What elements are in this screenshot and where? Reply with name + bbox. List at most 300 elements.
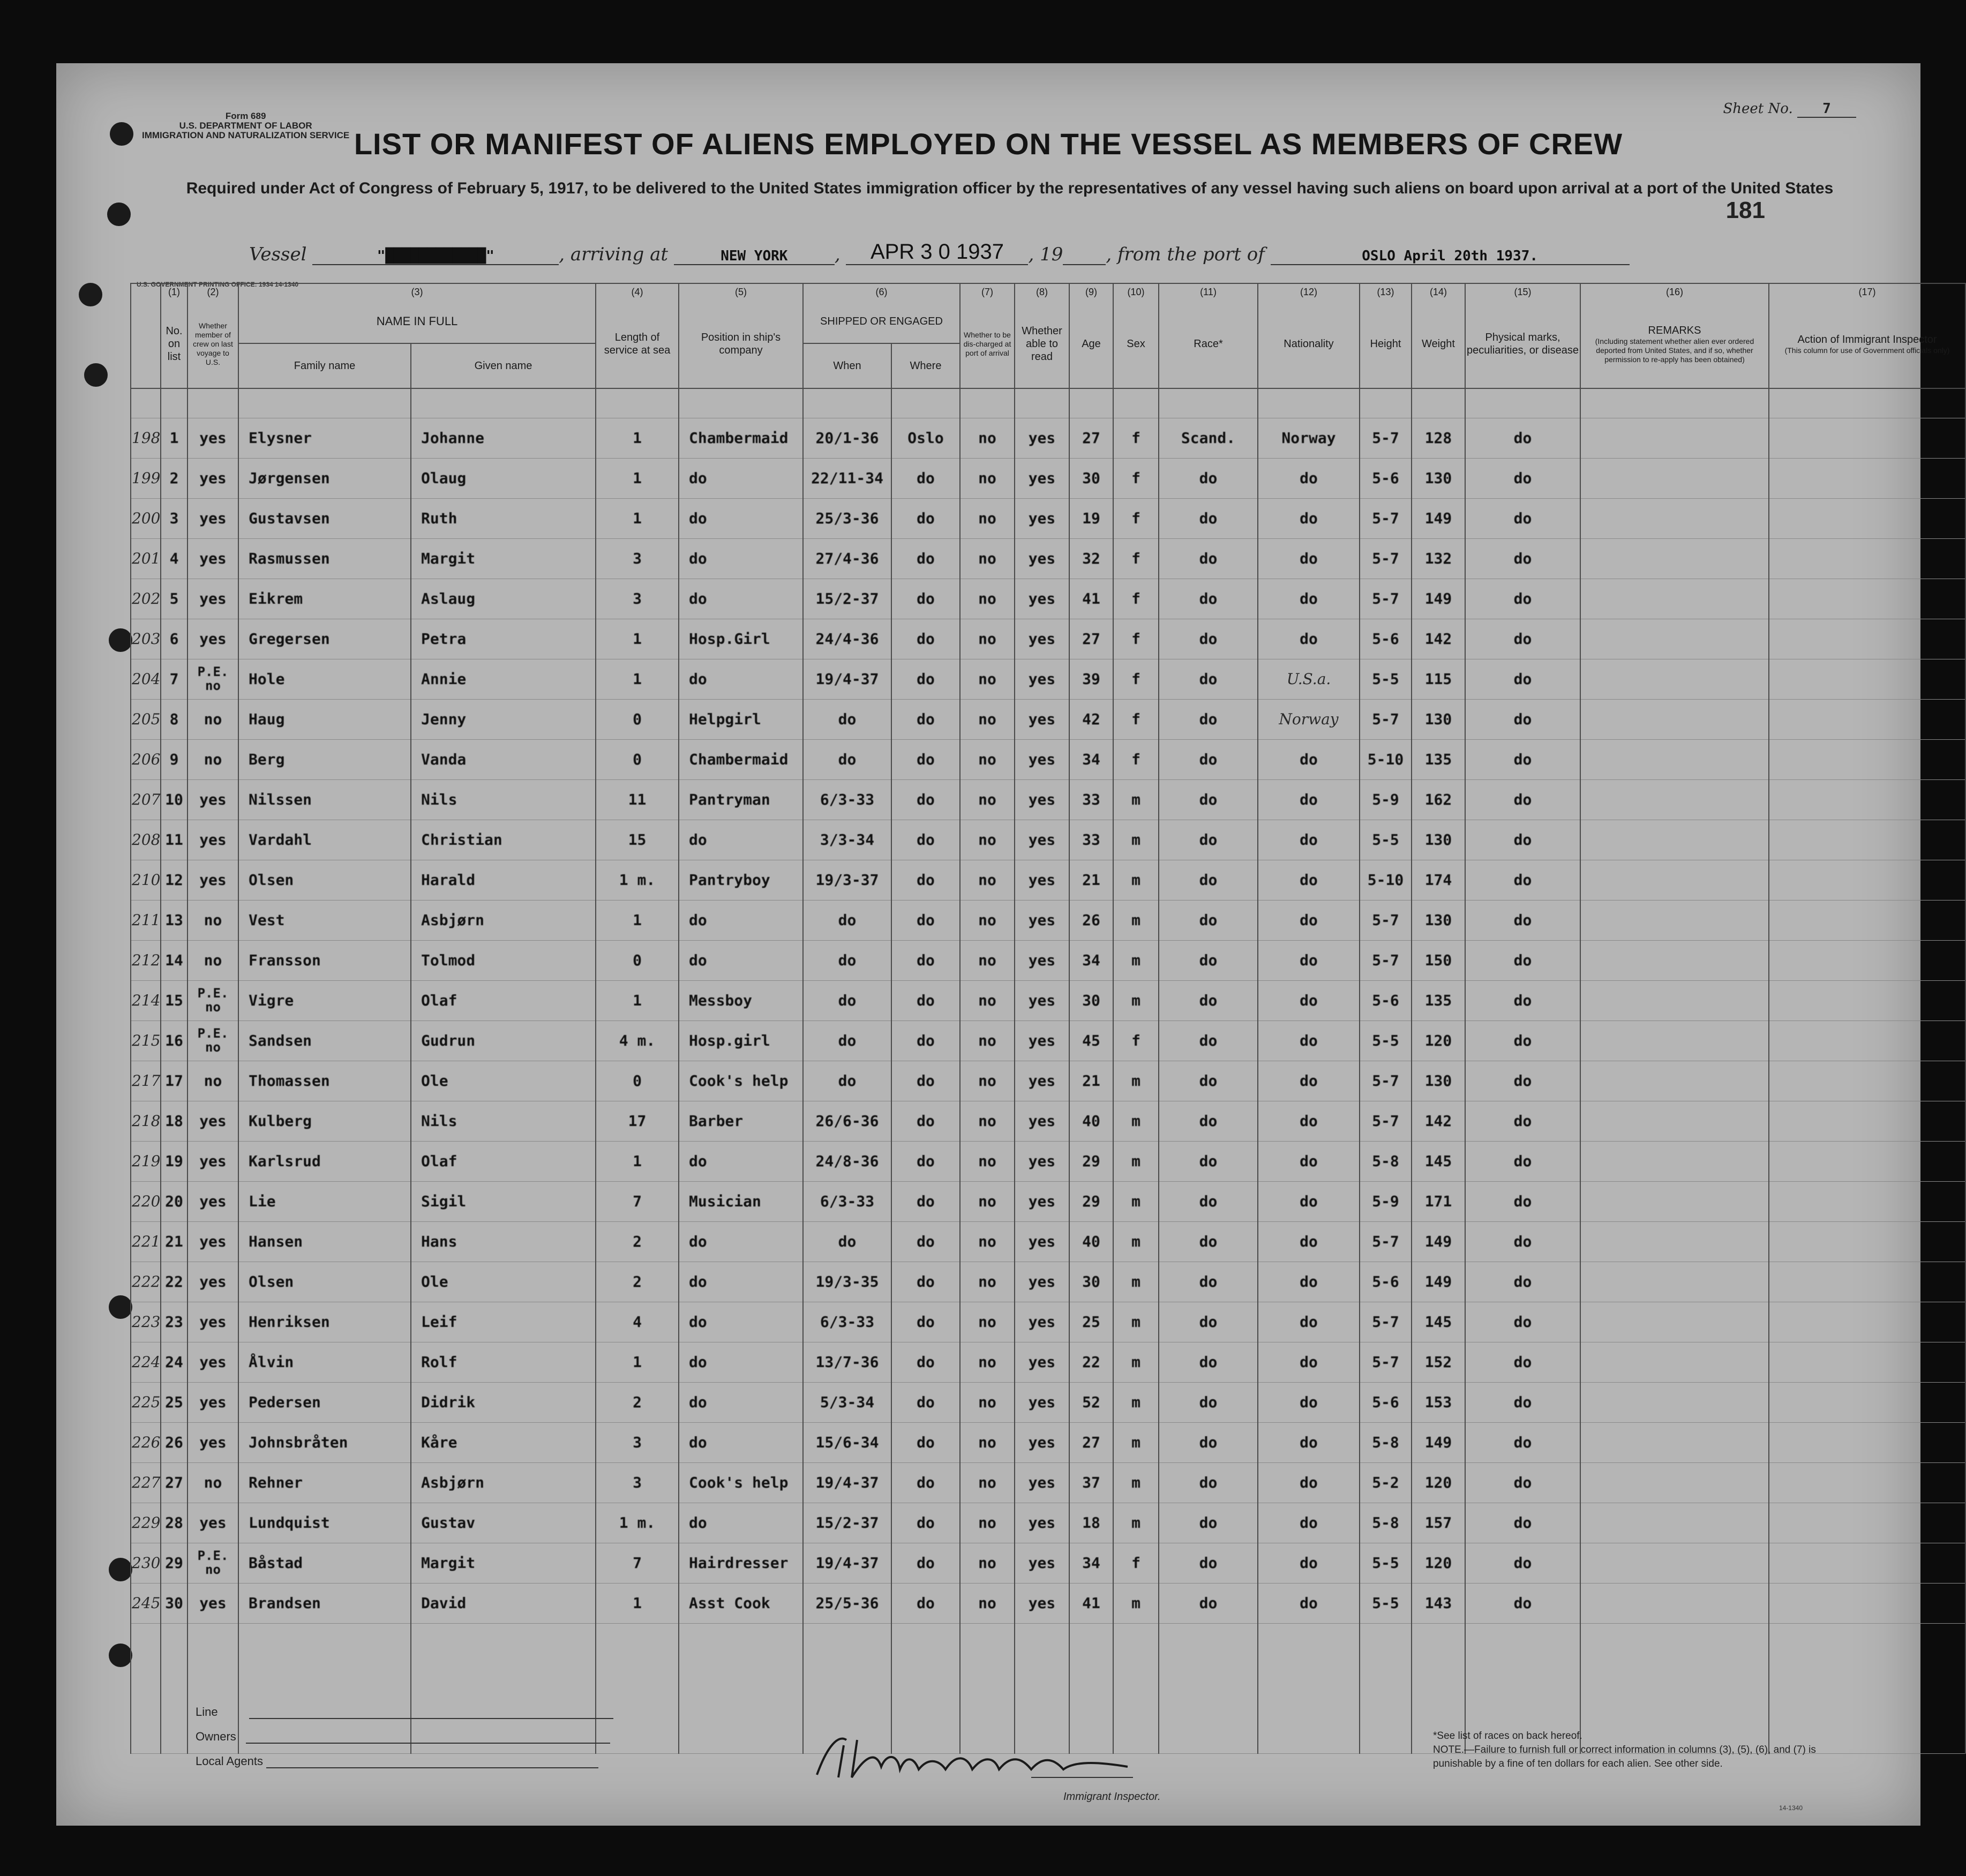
crew-row <box>131 940 1965 980</box>
able-to-read: yes <box>1015 1543 1069 1583</box>
family-name: Gregersen <box>238 619 411 659</box>
family-name: Lie <box>238 1181 411 1221</box>
family-name: Hansen <box>238 1221 411 1262</box>
height: 5-8 <box>1360 1503 1412 1543</box>
physical-marks: do <box>1465 498 1580 538</box>
crew-row <box>131 820 1965 860</box>
last-voyage: yes <box>187 458 238 498</box>
sex: m <box>1113 900 1159 940</box>
margin-number: 208 <box>131 820 161 860</box>
line-field <box>196 1705 613 1719</box>
header-able-to-read: Whether able to read <box>1015 300 1069 388</box>
crew-row <box>131 418 1965 458</box>
length-service: 1 <box>596 980 679 1020</box>
race: do <box>1159 619 1258 659</box>
shipped-when: 6/3-33 <box>803 779 891 820</box>
shipped-when: do <box>803 1221 891 1262</box>
remarks <box>1580 820 1769 860</box>
weight: 149 <box>1412 498 1465 538</box>
header-discharged: Whether to be dis-charged at port of arrival <box>960 300 1015 388</box>
weight: 130 <box>1412 458 1465 498</box>
margin-number: 202 <box>131 579 161 619</box>
shipped-when: 15/6-34 <box>803 1422 891 1462</box>
nationality: do <box>1258 1302 1360 1342</box>
row-number: 16 <box>161 1020 187 1061</box>
header-remarks <box>1580 300 1769 388</box>
shipped-when: 15/2-37 <box>803 579 891 619</box>
able-to-read: yes <box>1015 1020 1069 1061</box>
inspector-action <box>1769 538 1965 579</box>
sex: f <box>1113 659 1159 699</box>
inspector-label: Immigrant Inspector. <box>1063 1791 1161 1803</box>
header-weight: Weight <box>1412 300 1465 388</box>
last-voyage-stack <box>198 986 229 1014</box>
crew-row <box>131 538 1965 579</box>
crew-row <box>131 1422 1965 1462</box>
footnote <box>1433 1729 1862 1771</box>
age: 27 <box>1069 418 1113 458</box>
row-number: 30 <box>161 1583 187 1623</box>
remarks <box>1580 1422 1769 1462</box>
nationality: do <box>1258 860 1360 900</box>
header-action <box>1769 300 1965 388</box>
age: 34 <box>1069 940 1113 980</box>
weight: 153 <box>1412 1382 1465 1422</box>
able-to-read: yes <box>1015 940 1069 980</box>
shipped-where: do <box>891 940 960 980</box>
inspector-action <box>1769 940 1965 980</box>
age: 41 <box>1069 579 1113 619</box>
sex: m <box>1113 940 1159 980</box>
age: 21 <box>1069 1061 1113 1101</box>
able-to-read: yes <box>1015 1342 1069 1382</box>
row-number: 27 <box>161 1462 187 1503</box>
given-name: Gustav <box>411 1503 596 1543</box>
sex: f <box>1113 739 1159 779</box>
position: do <box>679 538 803 579</box>
remarks <box>1580 1221 1769 1262</box>
weight: 149 <box>1412 1221 1465 1262</box>
able-to-read: yes <box>1015 900 1069 940</box>
position: Pantryboy <box>679 860 803 900</box>
family-name: Fransson <box>238 940 411 980</box>
sex: f <box>1113 498 1159 538</box>
colnum-12: (12) <box>1258 283 1360 300</box>
length-service: 7 <box>596 1543 679 1583</box>
vessel-line: Vessel "████████████" , arriving at NEW YORK , APR 3 0 1937 , 19 , from the port of OSLO April 20th 1937. <box>249 240 1803 265</box>
shipped-when: 3/3-34 <box>803 820 891 860</box>
given-name: Johanne <box>411 418 596 458</box>
margin-number: 226 <box>131 1422 161 1462</box>
race: do <box>1159 659 1258 699</box>
weight: 135 <box>1412 980 1465 1020</box>
margin-number: 200 <box>131 498 161 538</box>
agents-label: Local Agents <box>196 1754 263 1768</box>
header-last-voyage: Whether member of crew on last voyage to U.S. <box>187 300 238 388</box>
last-voyage: no <box>187 900 238 940</box>
header-height: Height <box>1360 300 1412 388</box>
last-voyage: yes <box>187 538 238 579</box>
last-voyage: yes <box>187 619 238 659</box>
position: Cook's help <box>679 1462 803 1503</box>
physical-marks: do <box>1465 1020 1580 1061</box>
remarks <box>1580 418 1769 458</box>
crew-row <box>131 1583 1965 1623</box>
last-voyage: no <box>187 739 238 779</box>
margin-number: 223 <box>131 1302 161 1342</box>
age: 34 <box>1069 1543 1113 1583</box>
inspector-action <box>1769 1262 1965 1302</box>
able-to-read: yes <box>1015 659 1069 699</box>
shipped-when: do <box>803 1061 891 1101</box>
header-shipped-engaged: SHIPPED OR ENGAGED <box>803 300 960 343</box>
height: 5-8 <box>1360 1141 1412 1181</box>
length-service: 2 <box>596 1262 679 1302</box>
family-name: Ålvin <box>238 1342 411 1382</box>
position: do <box>679 1422 803 1462</box>
position: do <box>679 498 803 538</box>
race: do <box>1159 900 1258 940</box>
race: do <box>1159 1101 1258 1141</box>
shipped-where: do <box>891 579 960 619</box>
year-label: , 19 <box>1028 244 1063 265</box>
age: 19 <box>1069 498 1113 538</box>
weight: 174 <box>1412 860 1465 900</box>
crew-row <box>131 1302 1965 1342</box>
inspector-action <box>1769 1020 1965 1061</box>
able-to-read: yes <box>1015 1583 1069 1623</box>
length-service: 15 <box>596 820 679 860</box>
action-title: Action of Immigrant Inspector <box>1797 333 1937 346</box>
last-voyage: yes <box>187 1382 238 1422</box>
shipped-where: do <box>891 900 960 940</box>
nationality: do <box>1258 498 1360 538</box>
sex: f <box>1113 1543 1159 1583</box>
sex: m <box>1113 1422 1159 1462</box>
able-to-read: yes <box>1015 538 1069 579</box>
inspector-action <box>1769 1422 1965 1462</box>
race: do <box>1159 1181 1258 1221</box>
remarks <box>1580 980 1769 1020</box>
physical-marks: do <box>1465 900 1580 940</box>
age: 40 <box>1069 1221 1113 1262</box>
margin-number: 221 <box>131 1221 161 1262</box>
sheet-label: Sheet No. <box>1723 101 1793 117</box>
row-number: 3 <box>161 498 187 538</box>
height: 5-7 <box>1360 579 1412 619</box>
shipped-where: do <box>891 1382 960 1422</box>
crew-row <box>131 1141 1965 1181</box>
shipped-where: do <box>891 1181 960 1221</box>
row-number: 24 <box>161 1342 187 1382</box>
discharged: no <box>960 418 1015 458</box>
physical-marks: do <box>1465 940 1580 980</box>
weight: 135 <box>1412 739 1465 779</box>
shipped-where: do <box>891 1101 960 1141</box>
weight: 132 <box>1412 538 1465 579</box>
colnum-17: (17) <box>1769 283 1965 300</box>
able-to-read: yes <box>1015 1221 1069 1262</box>
margin-number: 218 <box>131 1101 161 1141</box>
discharged: no <box>960 699 1015 739</box>
crew-row <box>131 1382 1965 1422</box>
crew-row <box>131 659 1965 699</box>
sex: m <box>1113 1342 1159 1382</box>
position: Hosp.Girl <box>679 619 803 659</box>
race: do <box>1159 820 1258 860</box>
last-voyage: yes <box>187 1181 238 1221</box>
race: do <box>1159 860 1258 900</box>
position: Barber <box>679 1101 803 1141</box>
shipped-where: do <box>891 659 960 699</box>
height: 5-7 <box>1360 418 1412 458</box>
shipped-where: do <box>891 980 960 1020</box>
length-service: 2 <box>596 1382 679 1422</box>
header-physical-marks: Physical marks, peculiarities, or disease <box>1465 300 1580 388</box>
nationality: do <box>1258 779 1360 820</box>
discharged: no <box>960 1101 1015 1141</box>
height: 5-7 <box>1360 699 1412 739</box>
physical-marks: do <box>1465 1382 1580 1422</box>
able-to-read: yes <box>1015 1422 1069 1462</box>
shipped-where: do <box>891 1141 960 1181</box>
physical-marks: do <box>1465 1462 1580 1503</box>
action-subtitle: (This column for use of Government officials only) <box>1784 346 1950 355</box>
from-label: , from the port of <box>1106 244 1265 265</box>
able-to-read: yes <box>1015 1503 1069 1543</box>
margin-number: 211 <box>131 900 161 940</box>
shipped-when: do <box>803 699 891 739</box>
row-number: 18 <box>161 1101 187 1141</box>
able-to-read: yes <box>1015 860 1069 900</box>
discharged: no <box>960 458 1015 498</box>
last-voyage: no <box>187 1061 238 1101</box>
owners-label: Owners <box>196 1730 236 1743</box>
shipped-when: 19/4-37 <box>803 1462 891 1503</box>
colnum-14: (14) <box>1412 283 1465 300</box>
race: do <box>1159 458 1258 498</box>
given-name: Petra <box>411 619 596 659</box>
discharged: no <box>960 1181 1015 1221</box>
nationality: do <box>1258 820 1360 860</box>
length-service: 1 <box>596 659 679 699</box>
shipped-when: 6/3-33 <box>803 1181 891 1221</box>
weight: 149 <box>1412 579 1465 619</box>
physical-marks: do <box>1465 1342 1580 1382</box>
margin-number: 215 <box>131 1020 161 1061</box>
discharged: no <box>960 579 1015 619</box>
sex: m <box>1113 1302 1159 1342</box>
discharged: no <box>960 659 1015 699</box>
header-age: Age <box>1069 300 1113 388</box>
sex: m <box>1113 779 1159 820</box>
colnum-5: (5) <box>679 283 803 300</box>
height: 5-5 <box>1360 1020 1412 1061</box>
last-voyage-stack <box>198 1549 229 1577</box>
last-voyage-stack <box>198 665 229 693</box>
able-to-read: yes <box>1015 820 1069 860</box>
discharged: no <box>960 900 1015 940</box>
colnum-2: (2) <box>187 283 238 300</box>
inspector-action <box>1769 980 1965 1020</box>
physical-marks: do <box>1465 1221 1580 1262</box>
crew-row <box>131 1061 1965 1101</box>
given-name: Nils <box>411 779 596 820</box>
age: 21 <box>1069 860 1113 900</box>
discharged: no <box>960 860 1015 900</box>
remarks <box>1580 458 1769 498</box>
row-number: 25 <box>161 1382 187 1422</box>
age: 29 <box>1069 1181 1113 1221</box>
discharged: no <box>960 980 1015 1020</box>
remarks <box>1580 619 1769 659</box>
position: do <box>679 659 803 699</box>
age: 39 <box>1069 659 1113 699</box>
form-id: Form 689 U.S. DEPARTMENT OF LABOR IMMIGRATION AND NATURALIZATION SERVICE <box>142 111 350 140</box>
weight: 130 <box>1412 1061 1465 1101</box>
inspector-action <box>1769 1061 1965 1101</box>
given-name: Gudrun <box>411 1020 596 1061</box>
row-number: 26 <box>161 1422 187 1462</box>
last-voyage-part: P.E. <box>197 1548 229 1563</box>
last-voyage: no <box>187 699 238 739</box>
race: do <box>1159 538 1258 579</box>
able-to-read: yes <box>1015 1302 1069 1342</box>
position: Hairdresser <box>679 1543 803 1583</box>
discharged: no <box>960 1302 1015 1342</box>
height: 5-6 <box>1360 1262 1412 1302</box>
age: 40 <box>1069 1101 1113 1141</box>
margin-number: 206 <box>131 739 161 779</box>
position: do <box>679 1221 803 1262</box>
row-number: 22 <box>161 1262 187 1302</box>
nationality: Norway <box>1258 699 1360 739</box>
inspector-action <box>1769 458 1965 498</box>
last-voyage: yes <box>187 820 238 860</box>
last-voyage-part: no <box>205 1562 221 1577</box>
able-to-read: yes <box>1015 1382 1069 1422</box>
nationality: do <box>1258 1342 1360 1382</box>
given-name: Jenny <box>411 699 596 739</box>
row-number: 1 <box>161 418 187 458</box>
family-name: Haug <box>238 699 411 739</box>
weight: 142 <box>1412 1101 1465 1141</box>
family-name: Nilssen <box>238 779 411 820</box>
weight: 120 <box>1412 1543 1465 1583</box>
spacer-row <box>131 388 1965 418</box>
crew-row <box>131 579 1965 619</box>
crew-row <box>131 1101 1965 1141</box>
last-voyage: no <box>187 1462 238 1503</box>
colnum-16: (16) <box>1580 283 1769 300</box>
family-name: Jørgensen <box>238 458 411 498</box>
given-name: Ole <box>411 1061 596 1101</box>
remarks <box>1580 1302 1769 1342</box>
weight: 145 <box>1412 1141 1465 1181</box>
given-name: Margit <box>411 538 596 579</box>
physical-marks: do <box>1465 619 1580 659</box>
row-number: 2 <box>161 458 187 498</box>
shipped-where: do <box>891 1061 960 1101</box>
race: do <box>1159 1061 1258 1101</box>
remarks-title: REMARKS <box>1648 324 1701 336</box>
colnum-8: (8) <box>1015 283 1069 300</box>
height: 5-7 <box>1360 1302 1412 1342</box>
last-voyage: no <box>187 940 238 980</box>
given-name: Ruth <box>411 498 596 538</box>
physical-marks: do <box>1465 739 1580 779</box>
able-to-read: yes <box>1015 1462 1069 1503</box>
age: 33 <box>1069 779 1113 820</box>
family-name: Båstad <box>238 1543 411 1583</box>
shipped-where: do <box>891 1302 960 1342</box>
nationality: do <box>1258 538 1360 579</box>
age: 22 <box>1069 1342 1113 1382</box>
physical-marks: do <box>1465 458 1580 498</box>
header-nationality: Nationality <box>1258 300 1360 388</box>
race: do <box>1159 980 1258 1020</box>
given-name: Annie <box>411 659 596 699</box>
inspector-action <box>1769 900 1965 940</box>
length-service: 17 <box>596 1101 679 1141</box>
shipped-where: do <box>891 458 960 498</box>
shipped-where: do <box>891 1583 960 1623</box>
family-name: Elysner <box>238 418 411 458</box>
nationality: do <box>1258 1262 1360 1302</box>
shipped-when: 27/4-36 <box>803 538 891 579</box>
able-to-read: yes <box>1015 418 1069 458</box>
row-number: 12 <box>161 860 187 900</box>
race: do <box>1159 1503 1258 1543</box>
given-name: Vanda <box>411 739 596 779</box>
sex: m <box>1113 1061 1159 1101</box>
length-service: 11 <box>596 779 679 820</box>
colnum-10: (10) <box>1113 283 1159 300</box>
physical-marks: do <box>1465 1262 1580 1302</box>
age: 25 <box>1069 1302 1113 1342</box>
length-service: 1 m. <box>596 860 679 900</box>
physical-marks: do <box>1465 1302 1580 1342</box>
header-family-name: Family name <box>238 343 411 388</box>
age: 29 <box>1069 1141 1113 1181</box>
last-voyage: yes <box>187 1583 238 1623</box>
shipped-when: 26/6-36 <box>803 1101 891 1141</box>
position: Hosp.girl <box>679 1020 803 1061</box>
margin-number: 210 <box>131 860 161 900</box>
length-service: 1 <box>596 498 679 538</box>
owners-field <box>196 1730 613 1744</box>
remarks <box>1580 1583 1769 1623</box>
shipped-where: do <box>891 1503 960 1543</box>
sex: f <box>1113 619 1159 659</box>
able-to-read: yes <box>1015 699 1069 739</box>
last-voyage <box>187 1543 238 1583</box>
family-name: Kulberg <box>238 1101 411 1141</box>
remarks <box>1580 699 1769 739</box>
age: 27 <box>1069 1422 1113 1462</box>
shipped-where: do <box>891 699 960 739</box>
age: 33 <box>1069 820 1113 860</box>
family-name: Rehner <box>238 1462 411 1503</box>
row-number: 5 <box>161 579 187 619</box>
header-name-in-full: NAME IN FULL <box>238 300 596 343</box>
sex: m <box>1113 1262 1159 1302</box>
physical-marks: do <box>1465 418 1580 458</box>
shipped-where: do <box>891 1342 960 1382</box>
inspector-action <box>1769 860 1965 900</box>
remarks <box>1580 1382 1769 1422</box>
height: 5-10 <box>1360 860 1412 900</box>
